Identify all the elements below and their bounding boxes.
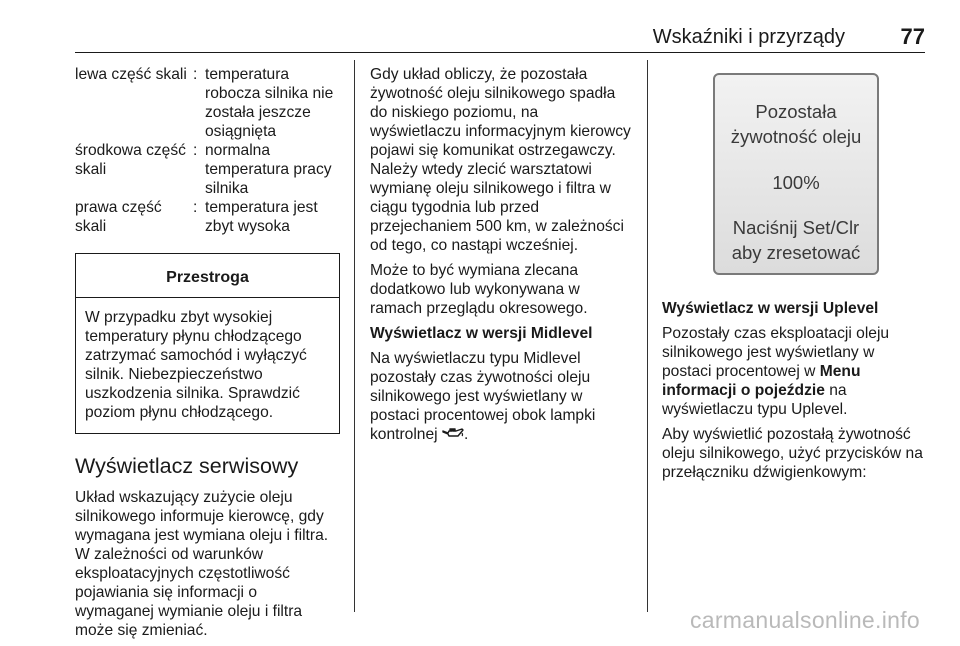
page-number: 77 (900, 24, 925, 49)
display-line: żywotność oleju (730, 126, 862, 147)
watermark: carmanualsonline.info (689, 607, 920, 633)
display-line: aby zresetować (731, 242, 861, 263)
definition-separator: : (193, 142, 198, 159)
body-paragraph: Układ wskazujący zużycie oleju silnikowego informuje kierowcę, gdy wymagana jest wymiana oleju i filtra. W zależności od warunków eksploatacyjnych częstotliwość pojawiania się informacji o wymaganej wymianie oleju i filtra może się zmieniać. (75, 489, 329, 639)
caution-text: W przypadku zbyt wysokiej temperatury płynu chłodzącego zatrzymać samochód i wyłączyć silnik. Niebezpieczeństwo uszkodzenia silnika. Sprawdzić poziom płynu chłodzącego. (85, 309, 307, 421)
definition-row (75, 65, 340, 141)
oil-life-display (713, 73, 879, 275)
definition-description: normalna temperatura pracy silnika (205, 142, 332, 197)
definition-separator: : (193, 199, 198, 216)
definition-separator: : (193, 66, 198, 83)
definition-description: temperatura jest zbyt wysoka (205, 199, 318, 235)
body-paragraph: Może to być wymiana zlecana dodatkowo lub wykonywana w ramach przeglądu okresowego. (370, 262, 588, 317)
column-middle (370, 65, 632, 450)
section-title: Wskaźniki i przyrządy (652, 26, 845, 48)
temperature-definitions (75, 65, 340, 236)
display-line: Naciśnij Set/Clr (732, 217, 860, 238)
definition-row (75, 141, 340, 198)
section-heading: Wyświetlacz serwisowy (75, 454, 299, 478)
page-header (75, 20, 925, 54)
display-percent: 100% (772, 172, 820, 193)
paragraph-end: . (463, 426, 469, 443)
definition-row (75, 198, 340, 236)
column-left (75, 65, 340, 646)
display-line: Pozostała (755, 101, 837, 122)
paragraph-text: na wyświetlaczu typu Uplevel. (662, 382, 848, 418)
definition-term: środkowa część skali (75, 142, 186, 178)
column-right (662, 65, 928, 488)
body-paragraph: Aby wyświetlić pozostałą żywotność oleju silnikowego, użyć przycisków na przełączniku dźwigienkowym: (662, 426, 923, 481)
paragraph-text: Na wyświetlaczu typu Midlevel pozostały czas żywotności oleju silnikowego jest wyświetlany w postaci procentowej obok lampki kontrolnej (370, 350, 596, 443)
definition-term: lewa część skali (75, 66, 187, 83)
definition-term: prawa część skali (75, 199, 162, 235)
menu-reference: Menu informacji o pojeździe (662, 363, 861, 399)
oil-can-icon (442, 426, 464, 438)
header-rule (75, 52, 925, 53)
column-divider (647, 60, 648, 612)
paragraph-text: Pozostały czas eksploatacji oleju silnikowego jest wyświetlany w postaci procentowej w (662, 325, 890, 380)
body-paragraph: Gdy układ obliczy, że pozostała żywotność oleju silnikowego spadła do niskiego poziomu, na wyświetlaczu informacyjnym kierowcy pojawi się komunikat ostrzegawczy. Należy wtedy zlecić warsztatowi wymianę oleju silnikowego i filtra w ciągu tygodnia lub przed przejechaniem 500 km, w zależności od tego, co nastąpi wcześniej. (370, 66, 631, 254)
definition-description: temperatura robocza silnika nie została jeszcze osiągnięta (205, 66, 334, 140)
subheading-uplevel: Wyświetlacz w wersji Uplevel (662, 300, 879, 317)
subheading-midlevel: Wyświetlacz w wersji Midlevel (370, 325, 593, 342)
column-divider (354, 60, 355, 612)
body-paragraph (370, 349, 632, 444)
body-paragraph (662, 324, 928, 419)
caution-title: Przestroga (76, 254, 339, 298)
caution-box (75, 253, 340, 434)
